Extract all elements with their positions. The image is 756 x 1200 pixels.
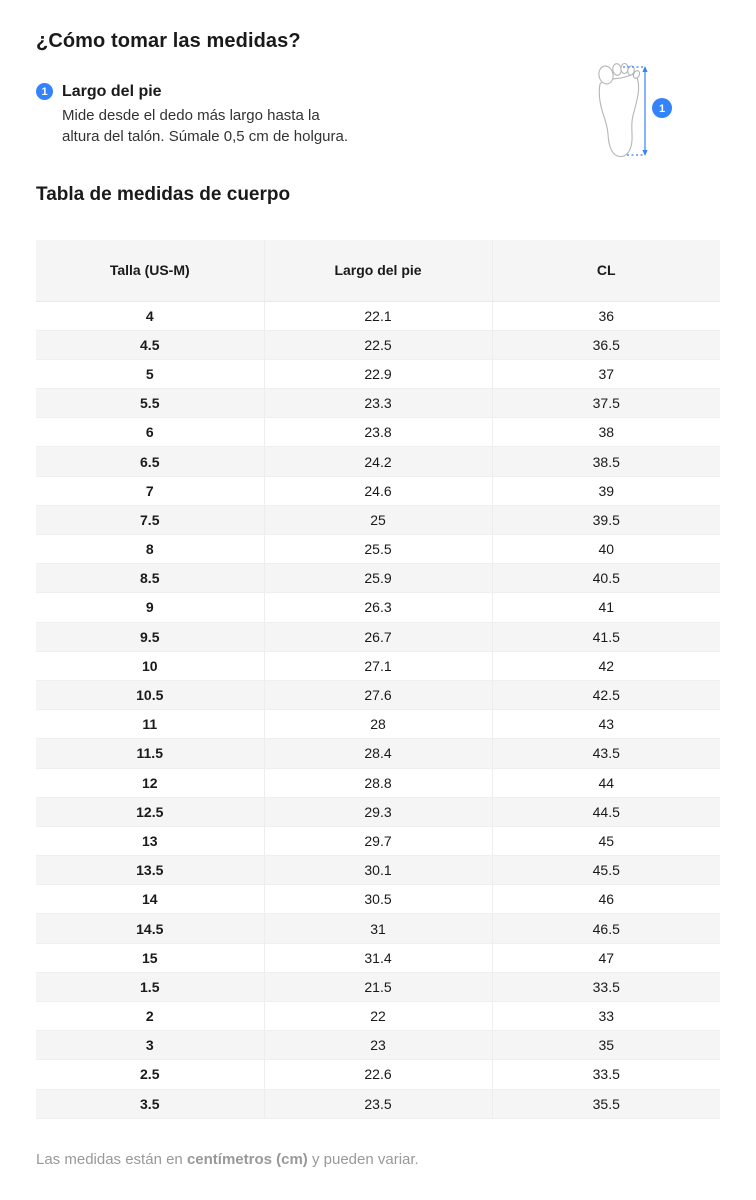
- column-header: CL: [492, 240, 720, 301]
- table-cell: 39.5: [492, 505, 720, 534]
- table-cell: 43: [492, 710, 720, 739]
- step-description-line1: Mide desde el dedo más largo hasta la: [62, 107, 320, 124]
- table-row: [36, 389, 720, 418]
- table-row: [36, 622, 720, 651]
- table-cell: 35.5: [492, 1089, 720, 1118]
- table-row: [36, 476, 720, 505]
- table-cell: 31.4: [264, 943, 492, 972]
- table-cell: 9: [36, 593, 264, 622]
- table-cell: 28.8: [264, 768, 492, 797]
- table-cell: 9.5: [36, 622, 264, 651]
- table-cell: 46: [492, 885, 720, 914]
- table-cell: 2: [36, 1002, 264, 1031]
- table-section-title: Tabla de medidas de cuerpo: [36, 184, 291, 205]
- table-cell: 28.4: [264, 739, 492, 768]
- measure-step: [36, 82, 348, 147]
- table-cell: 25.9: [264, 564, 492, 593]
- table-row: [36, 680, 720, 709]
- table-cell: 23.8: [264, 418, 492, 447]
- table-row: [36, 826, 720, 855]
- table-cell: 27.6: [264, 680, 492, 709]
- table-cell: 12: [36, 768, 264, 797]
- size-table-header-row: [36, 240, 720, 301]
- table-cell: 2.5: [36, 1060, 264, 1089]
- table-cell: 8.5: [36, 564, 264, 593]
- disclaimer-prefix: Las medidas están en: [36, 1150, 187, 1168]
- table-cell: 12.5: [36, 797, 264, 826]
- step-number-badge: 1: [36, 83, 53, 100]
- table-cell: 23.3: [264, 389, 492, 418]
- table-cell: 25.5: [264, 535, 492, 564]
- foot-measure-diagram: [593, 60, 679, 160]
- table-cell: 5.5: [36, 389, 264, 418]
- table-cell: 35: [492, 1031, 720, 1060]
- measurement-disclaimer: [36, 1150, 756, 1170]
- table-cell: 33.5: [492, 972, 720, 1001]
- measure-instructions-section: [0, 0, 756, 240]
- table-cell: 36: [492, 301, 720, 330]
- size-table: [36, 240, 720, 1119]
- table-cell: 28: [264, 710, 492, 739]
- table-row: [36, 301, 720, 330]
- table-cell: 31: [264, 914, 492, 943]
- table-row: [36, 1089, 720, 1118]
- table-cell: 38.5: [492, 447, 720, 476]
- table-row: [36, 330, 720, 359]
- table-cell: 7.5: [36, 505, 264, 534]
- table-cell: 22.1: [264, 301, 492, 330]
- table-cell: 3: [36, 1031, 264, 1060]
- table-cell: 33.5: [492, 1060, 720, 1089]
- diagram-number-badge: [652, 98, 672, 118]
- table-cell: 11: [36, 710, 264, 739]
- table-cell: 21.5: [264, 972, 492, 1001]
- table-cell: 15: [36, 943, 264, 972]
- table-cell: 7: [36, 476, 264, 505]
- table-cell: 14.5: [36, 914, 264, 943]
- table-cell: 6.5: [36, 447, 264, 476]
- table-cell: 44: [492, 768, 720, 797]
- table-row: [36, 972, 720, 1001]
- table-row: [36, 447, 720, 476]
- table-cell: 44.5: [492, 797, 720, 826]
- table-row: [36, 1031, 720, 1060]
- table-cell: 24.6: [264, 476, 492, 505]
- table-cell: 47: [492, 943, 720, 972]
- disclaimer-unit: centímetros (cm): [186, 1150, 308, 1168]
- table-cell: 39: [492, 476, 720, 505]
- table-cell: 36.5: [492, 330, 720, 359]
- table-cell: 43.5: [492, 739, 720, 768]
- table-cell: 27.1: [264, 651, 492, 680]
- table-row: [36, 535, 720, 564]
- size-table-head: [36, 240, 720, 301]
- table-cell: 46.5: [492, 914, 720, 943]
- table-cell: 10: [36, 651, 264, 680]
- table-cell: 11.5: [36, 739, 264, 768]
- step-label: Largo del pie: [62, 83, 162, 100]
- table-cell: 33: [492, 1002, 720, 1031]
- table-cell: 37: [492, 359, 720, 388]
- table-row: [36, 943, 720, 972]
- table-cell: 30.1: [264, 856, 492, 885]
- table-cell: 37.5: [492, 389, 720, 418]
- table-cell: 26.3: [264, 593, 492, 622]
- table-row: [36, 505, 720, 534]
- table-row: [36, 856, 720, 885]
- table-row: [36, 651, 720, 680]
- table-row: [36, 593, 720, 622]
- table-cell: 4.5: [36, 330, 264, 359]
- table-row: [36, 768, 720, 797]
- table-row: [36, 418, 720, 447]
- table-cell: 45: [492, 826, 720, 855]
- table-cell: 23: [264, 1031, 492, 1060]
- table-row: [36, 564, 720, 593]
- table-cell: 25: [264, 505, 492, 534]
- table-cell: 8: [36, 535, 264, 564]
- step-description-line2: altura del talón. Súmale 0,5 cm de holgura.: [62, 128, 349, 145]
- column-header: Largo del pie: [264, 240, 492, 301]
- page-title: ¿Cómo tomar las medidas?: [36, 30, 301, 52]
- disclaimer-suffix: y pueden variar.: [307, 1150, 419, 1168]
- size-table-body: [36, 301, 720, 1118]
- table-cell: 41.5: [492, 622, 720, 651]
- table-cell: 41: [492, 593, 720, 622]
- table-cell: 22.9: [264, 359, 492, 388]
- table-row: [36, 914, 720, 943]
- step-text: [62, 82, 348, 147]
- table-cell: 24.2: [264, 447, 492, 476]
- table-cell: 40.5: [492, 564, 720, 593]
- table-cell: 13.5: [36, 856, 264, 885]
- table-row: [36, 797, 720, 826]
- table-cell: 26.7: [264, 622, 492, 651]
- table-row: [36, 710, 720, 739]
- table-cell: 4: [36, 301, 264, 330]
- foot-icon: [597, 63, 640, 156]
- table-cell: 42: [492, 651, 720, 680]
- table-cell: 1.5: [36, 972, 264, 1001]
- table-cell: 14: [36, 885, 264, 914]
- table-row: [36, 739, 720, 768]
- table-row: [36, 1060, 720, 1089]
- table-row: [36, 885, 720, 914]
- table-cell: 22: [264, 1002, 492, 1031]
- table-row: [36, 1002, 720, 1031]
- svg-text:1: 1: [658, 103, 666, 115]
- table-cell: 22.6: [264, 1060, 492, 1089]
- table-row: [36, 359, 720, 388]
- table-cell: 22.5: [264, 330, 492, 359]
- table-cell: 30.5: [264, 885, 492, 914]
- table-cell: 45.5: [492, 856, 720, 885]
- table-cell: 3.5: [36, 1089, 264, 1118]
- table-cell: 5: [36, 359, 264, 388]
- column-header: Talla (US-M): [36, 240, 264, 301]
- table-cell: 38: [492, 418, 720, 447]
- table-cell: 10.5: [36, 680, 264, 709]
- table-cell: 6: [36, 418, 264, 447]
- table-cell: 29.7: [264, 826, 492, 855]
- table-cell: 23.5: [264, 1089, 492, 1118]
- table-cell: 13: [36, 826, 264, 855]
- table-cell: 29.3: [264, 797, 492, 826]
- table-cell: 42.5: [492, 680, 720, 709]
- table-cell: 40: [492, 535, 720, 564]
